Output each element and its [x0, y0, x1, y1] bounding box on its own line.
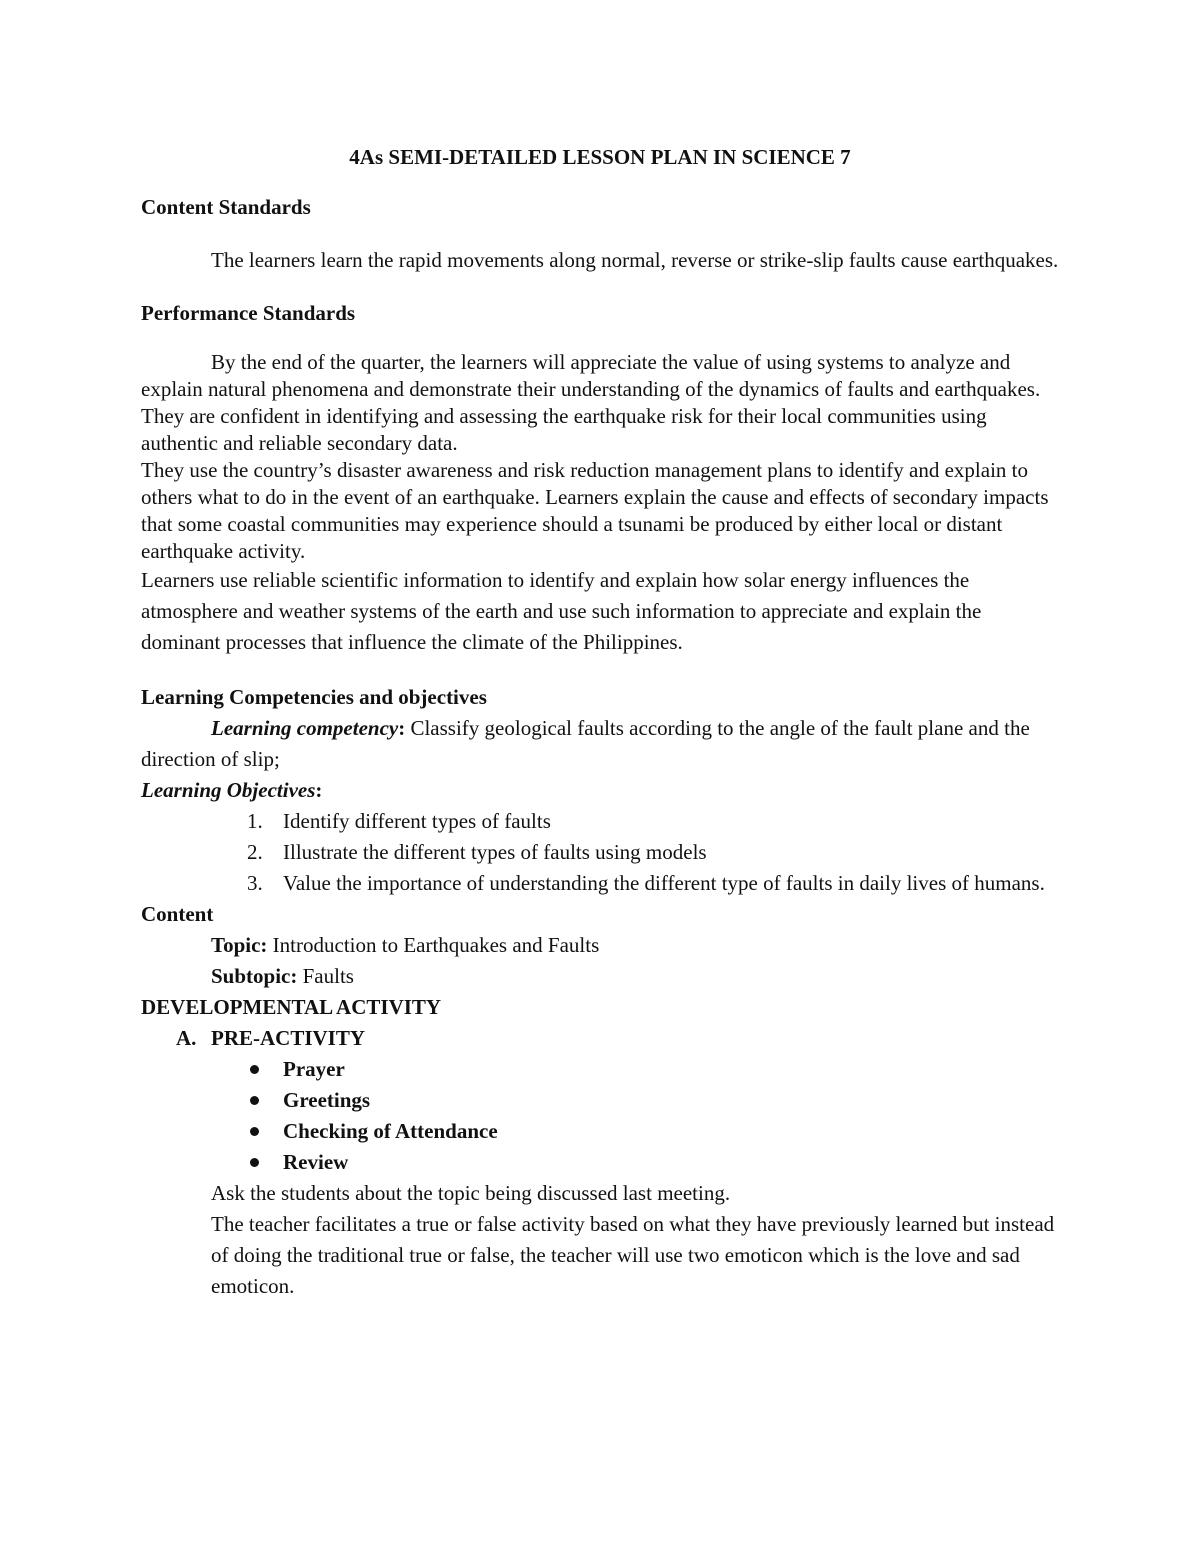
list-item-text: Greetings: [283, 1088, 371, 1112]
subtopic-value: Faults: [297, 964, 354, 988]
learning-objectives-label-line: [141, 775, 1061, 806]
performance-standards-heading: Performance Standards: [141, 301, 356, 325]
learning-competency: [141, 713, 1061, 775]
list-item-text: Review: [283, 1150, 349, 1174]
objectives-list: [141, 806, 1061, 899]
subtopic-label: Subtopic:: [211, 964, 298, 988]
learning-competency-label: Learning competency: [211, 716, 399, 740]
learning-objectives-colon: :: [315, 778, 323, 802]
list-item: [247, 868, 1061, 899]
list-item-text: Value the importance of understanding the different type of faults in daily lives of humans.: [283, 871, 1045, 895]
list-item-text: Prayer: [283, 1057, 345, 1081]
content-standards-text: The learners learn the rapid movements along normal, reverse or strike-slip faults cause earthquakes.: [211, 248, 1059, 272]
pre-activity-label: PRE-ACTIVITY: [211, 1026, 366, 1050]
list-item-number: 1.: [247, 809, 263, 833]
performance-paragraph-1: By the end of the quarter, the learners will appreciate the value of using systems to analyze and explain natural phenomena and demonstrate their understanding of the dynamics of faults and earthquakes. They are confident in identifying and assessing the earthquake risk for their local communities using authentic and reliable secondary data.: [141, 350, 1041, 455]
list-item: [247, 837, 1061, 868]
bullet-icon: [250, 1158, 259, 1167]
list-item: [283, 1085, 1061, 1116]
performance-paragraph-3: Learners use reliable scientific information to identify and explain how solar energy influences the atmosphere and weather systems of the earth and use such information to appreciate and explain the dominant processes that influence the climate of the Philippines.: [141, 568, 982, 654]
list-item-text: Illustrate the different types of faults using models: [283, 840, 707, 864]
performance-paragraph-2: They use the country’s disaster awareness and risk reduction management plans to identify and explain to others what to do in the event of an earthquake. Learners explain the cause and effects of secondary impacts that some coastal communities may experience should a tsunami be produced by either local or distant earthquake activity.: [141, 458, 1049, 563]
review-paragraph-2: The teacher facilitates a true or false activity based on what they have previously learned but instead of doing the traditional true or false, the teacher will use two emoticon which is the love and sad emoticon.: [211, 1212, 1055, 1298]
document-body: [141, 194, 1061, 1302]
learning-competency-colon: :: [398, 716, 406, 740]
learning-competency-text: Classify geological faults according to the angle of the fault plane and the direction of slip;: [141, 716, 1030, 771]
list-item-text: Identify different types of faults: [283, 809, 551, 833]
pre-activity-letter: A.: [176, 1026, 197, 1050]
bullet-icon: [250, 1065, 259, 1074]
performance-standards-text: [141, 349, 1061, 658]
list-item-number: 2.: [247, 840, 263, 864]
topic-value: Introduction to Earthquakes and Faults: [267, 933, 600, 957]
list-item-number: 3.: [247, 871, 263, 895]
pre-activity-list: [141, 1054, 1061, 1178]
bullet-icon: [250, 1096, 259, 1105]
list-item: [283, 1116, 1061, 1147]
list-item-text: Checking of Attendance: [283, 1119, 498, 1143]
learning-objectives-label: Learning Objectives: [141, 778, 316, 802]
list-item: [247, 806, 1061, 837]
review-paragraph-1: Ask the students about the topic being discussed last meeting.: [211, 1181, 731, 1205]
content-heading: Content: [141, 902, 214, 926]
content-standards-heading: Content Standards: [141, 195, 311, 219]
developmental-activity-heading: DEVELOPMENTAL ACTIVITY: [141, 995, 442, 1019]
list-item: [283, 1054, 1061, 1085]
competencies-heading: Learning Competencies and objectives: [141, 685, 487, 709]
subtopic-line: [141, 961, 1061, 992]
document-title: 4As SEMI-DETAILED LESSON PLAN IN SCIENCE 7: [349, 145, 851, 169]
topic-line: [141, 930, 1061, 961]
pre-activity-heading: [141, 1023, 1061, 1054]
list-item: [283, 1147, 1061, 1178]
bullet-icon: [250, 1127, 259, 1136]
topic-label: Topic:: [211, 933, 268, 957]
